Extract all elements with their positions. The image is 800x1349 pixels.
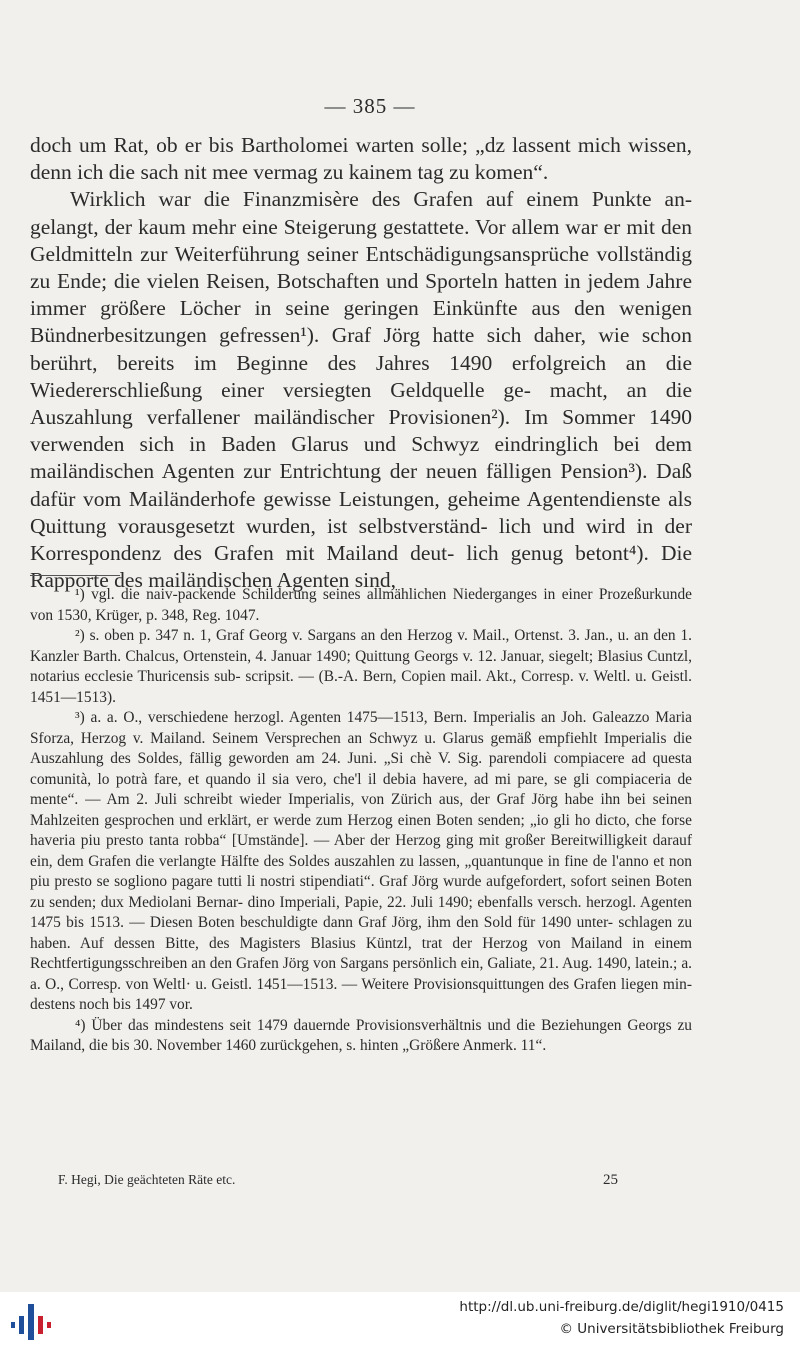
text-line: vollständig zu Ende; die vielen Reisen, Botschaften und Sporteln hatten <box>30 241 692 294</box>
text-line: mit den Geldmitteln zur Weiterführung seiner Entschädigungsansprüche <box>30 214 693 266</box>
copyright-notice: © Universitätsbibliothek Freiburg <box>559 1321 784 1337</box>
viewer-footer <box>0 1292 800 1349</box>
footnote-2 <box>30 626 692 708</box>
footnote-line: scripsit. — (B.-A. Bern, Copien mail. Akt., Corresp. v. Weltl. u. Geistl. 1451—1513). <box>30 668 693 706</box>
footnote-line: de l'anno et non piu presto se sogliono pagare tutti li nostri stipendiati“. Graf <box>30 852 692 890</box>
footnote-line: Jörg wurde aufgefordert, sofort seinen Boten zu senden; dux Mediolani Bernar- <box>30 873 692 911</box>
logo-bar <box>11 1322 15 1328</box>
footnote-line: fare, et quando il sia vero, che'l il debia havere, ad mi pare, se gli compiaceria <box>153 770 672 788</box>
footnote-line: u. Glarus gemäß empfiehlt Imperialis die Auszahlung des Soldes, fällig geworden <box>30 729 693 767</box>
footnote-line: u. Geistl. 1451—1513. — Weitere Provisionsquittungen des Grafen liegen min- <box>195 975 692 993</box>
university-logo-icon <box>10 1302 52 1342</box>
signature-title: F. Hegi, Die geächteten Räte etc. <box>58 1172 236 1187</box>
footnote-4 <box>30 1016 692 1057</box>
text-line: bei dem mailändischen Agenten zur Entrichtung der neuen fälligen <box>30 432 693 484</box>
footnote-line: Georgs v. 12. Januar, siegelt; Blasius Cuntzl, notarius ecclesie Thuricensis sub- <box>30 647 692 685</box>
text-line: erfolgreich an die Wiedererschließung einer versiegten Geldquelle ge- <box>30 350 692 402</box>
text-line: wissen, denn ich die sach nit mee vermag zu kainem tag zu komen“. <box>30 133 693 185</box>
footnote-line: 1513. — Diesen Boten beschuldigte dann Graf Jörg, ihm den Sold für 1490 unter- <box>89 914 614 931</box>
text-line: Sommer 1490 verwenden sich in Baden Glarus und Schwyz eindringlich <box>30 405 693 457</box>
footnote-line: ³) a. a. O., verschiedene herzogl. Agenten 1475—1513, Bern. Imperialis an <box>75 709 556 726</box>
permalink-url[interactable]: http://dl.ub.uni-freiburg.de/diglit/hegi1910/0415 <box>459 1299 784 1315</box>
footnote-line: de mente“. — Am 2. Juli schreibt wieder Imperialis, von Zürich aus, der Graf <box>30 770 692 808</box>
signature-number: 25 <box>603 1172 618 1188</box>
footnote-line: ⁴) Über das mindestens seit 1479 dauernde Provisionsverhältnis und die <box>75 1016 536 1034</box>
footnote-line: Joh. Galeazzo Maria Sforza, Herzog v. Mailand. Seinem Versprechen an Schwyz <box>30 709 692 747</box>
footnote-line: Sargans persönlich ein, Galiate, 21. Aug. 1490, latein.; a. a. O., Corresp. von Weltl· <box>30 955 693 993</box>
footnote-line: Beziehungen Georgs zu Mailand, die bis 30. November 1460 zurückgehen, s. hinten <box>30 1016 692 1054</box>
footnote-line: einen Boten senden; „io gli ho dicto, che forse haveria piu presto tanta robba“ <box>30 811 692 849</box>
text-line: in jedem Jahre immer größere Löcher in seine geringen Einkünfte <box>30 269 692 321</box>
text-line: gelangt, der kaum mehr eine Steigerung gestattete. Vor allem war er <box>30 214 621 239</box>
text-line: Agentendienste als Quittung vorausgesetzt wurden, ist selbstverständ- <box>30 486 692 538</box>
main-text <box>30 132 692 594</box>
text-line: lich genug betont⁴). Die Rapporte des mailändischen Agenten sind, <box>30 541 692 593</box>
footnote-divider <box>30 575 120 576</box>
text-line: doch um Rat, ob er bis Bartholomei warten solle; „dz lassent mich <box>30 133 621 157</box>
footnote-1 <box>30 585 692 626</box>
footnote-3 <box>30 708 692 1016</box>
logo-bar <box>38 1316 43 1334</box>
footnote-line: dino Imperiali, Papie, 22. Juli 1490; ebenfalls versch. herzogl. Agenten 1475 bis <box>30 893 692 931</box>
footnote-line: ¹) vgl. die naiv-packende Schilderung seines allmählichen Niederganges in <box>75 586 556 603</box>
footnote-line: am 24. Juni. „Si chè V. Sig. parendoli compiacere ad questa comunità, lo potrà <box>30 750 692 788</box>
paragraph-2 <box>30 186 692 594</box>
footnote-line: [Umstände]. — Aber der Herzog ging mit großer Bereitwilligkeit darauf ein, dem <box>30 832 692 870</box>
footnote-line: Jörg habe ihn bei seinen Mahlzeiten gesprochen und erklärt, er werde zum Herzog <box>30 791 692 829</box>
text-line: aus den wenigen Bündnerbesitzungen gefressen¹). Graf Jörg hatte <box>30 296 692 348</box>
text-line: Wirklich war die Finanzmisère des Grafen auf einem Punkte an- <box>70 187 692 212</box>
text-line: sich daher, wie schon berührt, bereits im Beginne des Jahres 1490 <box>30 323 692 375</box>
footnote-line: Grafen die verlangte Hälfte des Soldes auszahlen zu lassen, „quantunque in fine <box>88 852 589 870</box>
footnote-line: destens noch bis 1497 vor. <box>30 996 193 1013</box>
footnote-line: „Größere Anmerk. 11“. <box>402 1037 547 1054</box>
logo-bar <box>19 1316 24 1334</box>
text-line: macht, an die Auszahlung verfallener mailändischer Provisionen²). Im <box>30 377 693 430</box>
text-line: lich und wird in der Korrespondenz des Grafen mit Mailand deut- <box>30 513 692 566</box>
logo-bar <box>47 1322 51 1328</box>
footnotes <box>30 585 692 1057</box>
footnote-line: einer Prozeßurkunde von 1530, Krüger, p. 348, Reg. 1047. <box>30 586 692 624</box>
text-line: Pension³). Daß dafür vom Mailänderhofe gewisse Leistungen, geheime <box>30 459 692 511</box>
footnote-line: schlagen zu haben. Auf dessen Bitte, des Magisters Blasius Küntzl, trat der <box>30 914 693 952</box>
paragraph-1 <box>30 132 692 186</box>
logo-bar <box>28 1304 34 1340</box>
page-number: — 385 — <box>324 94 416 118</box>
footnote-line: Herzog von Mailand in einem Rechtfertigungsschreiben an den Grafen Jörg von <box>30 934 692 972</box>
footnote-line: ²) s. oben p. 347 n. 1, Graf Georg v. Sargans an den Herzog v. Mail., Ortenst. <box>75 627 564 644</box>
footnote-line: 3. Jan., u. an den 1. Kanzler Barth. Chalcus, Ortenstein, 4. Januar 1490; Quittung <box>30 627 692 665</box>
